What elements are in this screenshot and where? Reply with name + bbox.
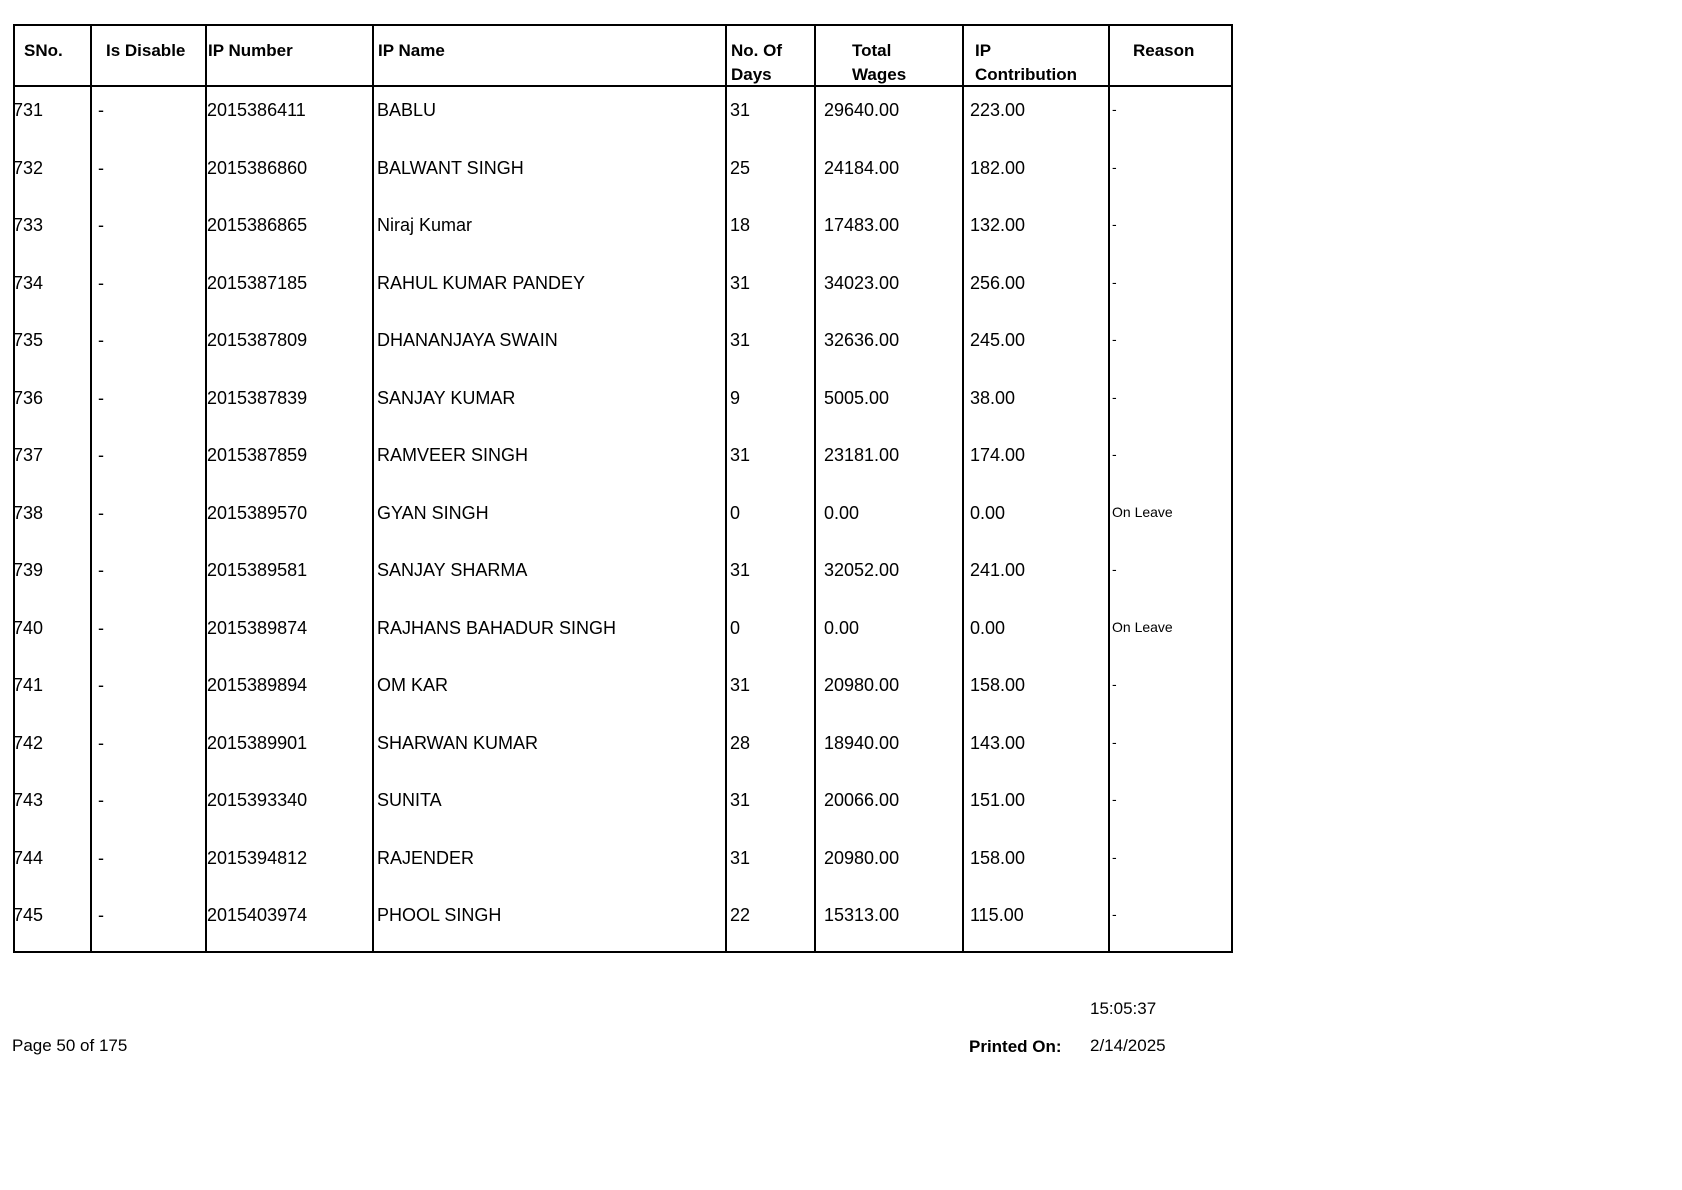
cell-ip-number: 2015386865 bbox=[207, 215, 308, 235]
cell-total-wages: 5005.00 bbox=[824, 387, 890, 408]
cell-is-disable: - bbox=[98, 675, 104, 695]
cell-no-of-days: 18 bbox=[730, 215, 751, 235]
cell-total-wages: 20980.00 bbox=[824, 675, 900, 695]
cell-ip-name: SUNITA bbox=[377, 790, 442, 810]
cell-sno: 734 bbox=[13, 272, 44, 293]
table-row bbox=[15, 260, 1231, 318]
table-row bbox=[15, 547, 1231, 605]
cell-is-disable: - bbox=[98, 502, 104, 523]
cell-no-of-days: 31 bbox=[730, 272, 751, 293]
cell-is-disable: - bbox=[98, 330, 104, 350]
cell-ip-name: OM KAR bbox=[377, 675, 449, 695]
cell-ip-name: SHARWAN KUMAR bbox=[377, 732, 539, 753]
table-row bbox=[15, 432, 1231, 490]
cell-ip-name: RAMVEER SINGH bbox=[377, 445, 529, 465]
cell-ip-name: PHOOL SINGH bbox=[377, 905, 502, 925]
table-row bbox=[15, 777, 1231, 835]
cell-ip-number: 2015393340 bbox=[207, 790, 308, 810]
cell-reason: - bbox=[1112, 446, 1117, 462]
table-row bbox=[15, 375, 1231, 433]
cell-ip-number: 2015394812 bbox=[207, 847, 308, 868]
cell-ip-number: 2015389581 bbox=[207, 560, 308, 580]
cell-sno: 736 bbox=[13, 387, 44, 408]
header-is-disable: Is Disable bbox=[106, 41, 186, 60]
cell-total-wages: 18940.00 bbox=[824, 732, 900, 753]
cell-ip-contribution: 182.00 bbox=[970, 157, 1026, 178]
cell-reason: - bbox=[1112, 273, 1117, 290]
cell-is-disable: - bbox=[98, 905, 104, 925]
cell-ip-number: 2015387185 bbox=[207, 272, 308, 293]
cell-no-of-days: 31 bbox=[730, 675, 751, 695]
table-row bbox=[15, 145, 1231, 203]
header-ip-name: IP Name bbox=[378, 41, 445, 60]
cell-ip-contribution: 38.00 bbox=[970, 387, 1016, 408]
cell-total-wages: 34023.00 bbox=[824, 272, 900, 293]
cell-is-disable: - bbox=[98, 100, 104, 120]
cell-ip-name: RAJHANS BAHADUR SINGH bbox=[377, 617, 617, 638]
cell-total-wages: 17483.00 bbox=[824, 215, 900, 235]
cell-reason: - bbox=[1112, 101, 1117, 117]
table-row bbox=[15, 662, 1231, 720]
cell-ip-name: RAHUL KUMAR PANDEY bbox=[377, 272, 586, 293]
table-header bbox=[15, 26, 1231, 87]
contribution-table bbox=[13, 24, 1233, 953]
cell-reason: - bbox=[1112, 388, 1117, 405]
cell-no-of-days: 25 bbox=[730, 157, 751, 178]
cell-total-wages: 24184.00 bbox=[824, 157, 900, 178]
cell-reason: On Leave bbox=[1112, 503, 1173, 520]
cell-sno: 739 bbox=[13, 560, 44, 580]
cell-no-of-days: 31 bbox=[730, 100, 751, 120]
cell-reason: - bbox=[1112, 331, 1117, 347]
cell-ip-number: 2015386860 bbox=[207, 157, 308, 178]
cell-is-disable: - bbox=[98, 847, 104, 868]
cell-reason: On Leave bbox=[1112, 618, 1173, 635]
cell-no-of-days: 31 bbox=[730, 560, 751, 580]
cell-no-of-days: 0 bbox=[730, 617, 741, 638]
header-total-wages-line2: Wages bbox=[852, 65, 907, 84]
cell-ip-contribution: 0.00 bbox=[970, 502, 1006, 523]
cell-ip-number: 2015389894 bbox=[207, 675, 308, 695]
table-row bbox=[15, 835, 1231, 893]
header-total-wages-line1: Total bbox=[852, 41, 892, 60]
cell-ip-number: 2015387859 bbox=[207, 445, 308, 465]
cell-is-disable: - bbox=[98, 387, 104, 408]
table-row bbox=[15, 202, 1231, 260]
cell-sno: 743 bbox=[13, 790, 44, 810]
header-no-of-days bbox=[731, 39, 782, 87]
cell-ip-number: 2015387839 bbox=[207, 387, 308, 408]
cell-ip-contribution: 158.00 bbox=[970, 675, 1026, 695]
cell-sno: 735 bbox=[13, 330, 44, 350]
cell-ip-name: GYAN SINGH bbox=[377, 502, 489, 523]
printed-time: 15:05:37 bbox=[1090, 999, 1157, 1018]
cell-no-of-days: 31 bbox=[730, 330, 751, 350]
table-row bbox=[15, 892, 1231, 950]
cell-total-wages: 32636.00 bbox=[824, 330, 900, 350]
cell-ip-name: RAJENDER bbox=[377, 847, 475, 868]
cell-sno: 745 bbox=[13, 905, 44, 925]
cell-no-of-days: 31 bbox=[730, 445, 751, 465]
cell-ip-name: BABLU bbox=[377, 100, 437, 120]
cell-ip-number: 2015389874 bbox=[207, 617, 308, 638]
table-row bbox=[15, 605, 1231, 663]
cell-reason: - bbox=[1112, 733, 1117, 750]
cell-total-wages: 20066.00 bbox=[824, 790, 900, 810]
header-ip-number: IP Number bbox=[208, 41, 293, 60]
cell-reason: - bbox=[1112, 216, 1117, 232]
cell-is-disable: - bbox=[98, 215, 104, 235]
cell-no-of-days: 9 bbox=[730, 387, 741, 408]
header-total-wages bbox=[852, 39, 906, 87]
cell-sno: 733 bbox=[13, 215, 44, 235]
cell-total-wages: 0.00 bbox=[824, 617, 860, 638]
header-ip-contribution-line1: IP bbox=[975, 41, 992, 60]
cell-sno: 737 bbox=[13, 445, 44, 465]
cell-no-of-days: 31 bbox=[730, 790, 751, 810]
cell-no-of-days: 0 bbox=[730, 502, 741, 523]
cell-sno: 742 bbox=[13, 732, 44, 753]
table-row bbox=[15, 317, 1231, 375]
cell-ip-number: 2015386411 bbox=[207, 100, 306, 120]
cell-total-wages: 15313.00 bbox=[824, 905, 900, 925]
page-info: Page 50 of 175 bbox=[12, 1036, 128, 1055]
cell-ip-contribution: 132.00 bbox=[970, 215, 1026, 235]
cell-reason: - bbox=[1112, 676, 1117, 692]
cell-sno: 731 bbox=[13, 100, 44, 120]
cell-reason: - bbox=[1112, 848, 1117, 865]
header-no-of-days-line1: No. Of bbox=[731, 41, 782, 60]
cell-sno: 741 bbox=[13, 675, 44, 695]
cell-total-wages: 20980.00 bbox=[824, 847, 900, 868]
cell-ip-number: 2015403974 bbox=[207, 905, 308, 925]
table-row bbox=[15, 87, 1231, 145]
cell-ip-name: Niraj Kumar bbox=[377, 215, 473, 235]
cell-is-disable: - bbox=[98, 157, 104, 178]
header-sno: SNo. bbox=[24, 41, 63, 60]
header-reason: Reason bbox=[1133, 41, 1195, 60]
cell-ip-name: SANJAY KUMAR bbox=[377, 387, 516, 408]
printed-on-label: Printed On: bbox=[969, 1037, 1062, 1056]
cell-ip-contribution: 115.00 bbox=[970, 905, 1024, 925]
cell-ip-contribution: 143.00 bbox=[970, 732, 1026, 753]
cell-total-wages: 23181.00 bbox=[824, 445, 900, 465]
cell-sno: 738 bbox=[13, 502, 44, 523]
cell-ip-contribution: 158.00 bbox=[970, 847, 1026, 868]
cell-ip-number: 2015389570 bbox=[207, 502, 308, 523]
cell-ip-number: 2015387809 bbox=[207, 330, 308, 350]
header-no-of-days-line2: Days bbox=[731, 65, 772, 84]
cell-ip-name: DHANANJAYA SWAIN bbox=[377, 330, 558, 350]
printed-date: 2/14/2025 bbox=[1090, 1036, 1166, 1055]
cell-ip-number: 2015389901 bbox=[207, 732, 308, 753]
table-row bbox=[15, 490, 1231, 548]
cell-ip-contribution: 241.00 bbox=[970, 560, 1026, 580]
cell-is-disable: - bbox=[98, 560, 104, 580]
cell-ip-name: SANJAY SHARMA bbox=[377, 560, 528, 580]
cell-total-wages: 29640.00 bbox=[824, 100, 900, 120]
cell-total-wages: 0.00 bbox=[824, 502, 860, 523]
cell-is-disable: - bbox=[98, 790, 104, 810]
cell-sno: 732 bbox=[13, 157, 44, 178]
cell-sno: 740 bbox=[13, 617, 44, 638]
cell-reason: - bbox=[1112, 791, 1117, 807]
cell-ip-contribution: 223.00 bbox=[970, 100, 1026, 120]
cell-reason: - bbox=[1112, 906, 1117, 922]
cell-ip-contribution: 151.00 bbox=[970, 790, 1026, 810]
cell-ip-contribution: 245.00 bbox=[970, 330, 1026, 350]
cell-is-disable: - bbox=[98, 445, 104, 465]
header-ip-contribution bbox=[975, 39, 1077, 87]
cell-ip-contribution: 174.00 bbox=[970, 445, 1026, 465]
cell-is-disable: - bbox=[98, 617, 104, 638]
table-row bbox=[15, 720, 1231, 778]
cell-ip-contribution: 0.00 bbox=[970, 617, 1006, 638]
header-ip-contribution-line2: Contribution bbox=[975, 65, 1077, 84]
cell-sno: 744 bbox=[13, 847, 44, 868]
cell-total-wages: 32052.00 bbox=[824, 560, 900, 580]
cell-is-disable: - bbox=[98, 272, 104, 293]
cell-no-of-days: 22 bbox=[730, 905, 751, 925]
cell-no-of-days: 31 bbox=[730, 847, 751, 868]
cell-ip-contribution: 256.00 bbox=[970, 272, 1026, 293]
cell-reason: - bbox=[1112, 561, 1117, 577]
cell-ip-name: BALWANT SINGH bbox=[377, 157, 524, 178]
cell-reason: - bbox=[1112, 158, 1117, 175]
cell-no-of-days: 28 bbox=[730, 732, 751, 753]
cell-is-disable: - bbox=[98, 732, 104, 753]
